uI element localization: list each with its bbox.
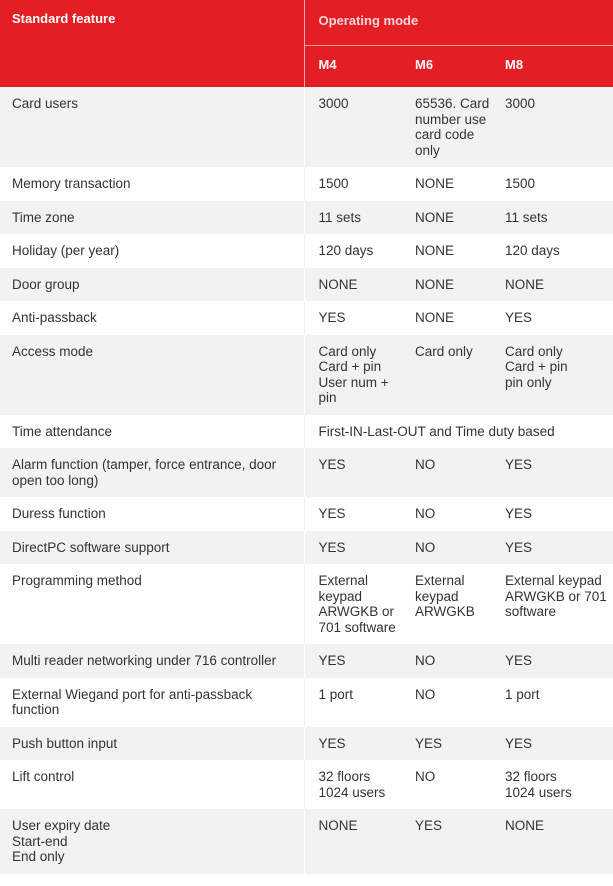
standard-feature-header: Standard feature xyxy=(0,0,304,87)
m8-value: 11 sets xyxy=(505,209,548,225)
m6-value: NO xyxy=(415,653,436,668)
m6-value: NO xyxy=(415,769,436,784)
feature-label: Door group xyxy=(0,268,304,302)
feature-label: Access mode xyxy=(0,335,304,415)
m4-value: YES xyxy=(318,735,346,751)
feature-label: Multi reader networking under 716 controller xyxy=(0,644,304,678)
feature-label: External Wiegand port for anti-passback function xyxy=(0,678,304,727)
feature-label: Programming method xyxy=(0,564,304,644)
table-row xyxy=(0,87,613,167)
m4-value: 3000 xyxy=(318,96,349,111)
m6-value: 65536. Card number use card code only xyxy=(415,96,490,158)
mode-m8-header: M8 xyxy=(498,46,613,88)
m8-value: YES xyxy=(505,539,533,555)
m4-value: 32 floors 1024 users xyxy=(318,769,386,800)
m4-value: Card only Card + pin User num + pin xyxy=(318,343,389,405)
m6-value: NONE xyxy=(415,276,455,292)
feature-label: Lift control xyxy=(0,760,304,809)
m6-value: NO xyxy=(415,686,436,702)
m4-value: 1500 xyxy=(318,176,349,191)
feature-label: DirectPC software support xyxy=(0,531,304,565)
m8-value: 120 days xyxy=(505,243,560,258)
m4-value: NONE xyxy=(318,818,358,833)
table-row xyxy=(0,234,613,268)
m8-value: YES xyxy=(505,506,533,521)
table-row xyxy=(0,167,613,201)
feature-label: User expiry date Start-end End only xyxy=(0,809,304,874)
operating-mode-header: Operating mode xyxy=(304,0,613,46)
table-row xyxy=(0,448,613,497)
m8-value: 3000 xyxy=(505,96,536,111)
table-row xyxy=(0,564,613,644)
m6-value: YES xyxy=(415,818,443,833)
m4-value: YES xyxy=(318,653,346,668)
header-row xyxy=(0,0,613,46)
feature-label: Card users xyxy=(0,87,304,167)
table-row xyxy=(0,809,613,874)
table-row xyxy=(0,678,613,727)
m8-value: NONE xyxy=(505,818,545,833)
m6-value: NONE xyxy=(415,176,455,191)
feature-label: Time attendance xyxy=(0,415,304,449)
table-row xyxy=(0,301,613,335)
m4-value: 11 sets xyxy=(318,209,362,225)
feature-label: Memory transaction xyxy=(0,167,304,201)
m4-value: External keypad ARWGKB or 701 software xyxy=(318,573,396,635)
mode-m4-header: M4 xyxy=(304,46,401,88)
m8-value: External keypad ARWGKB or 701 software xyxy=(505,573,607,619)
m4-value: YES xyxy=(318,539,346,555)
m4-value: 120 days xyxy=(318,243,374,258)
feature-label: Time zone xyxy=(0,201,304,235)
table-row xyxy=(0,268,613,302)
m6-value: External keypad ARWGKB xyxy=(415,573,475,619)
m6-value: NONE xyxy=(415,310,455,325)
m4-value: YES xyxy=(318,506,346,521)
merged-value: First-IN-Last-OUT and Time duty based xyxy=(318,423,555,439)
m6-value: NO xyxy=(415,457,436,472)
m6-value: NO xyxy=(415,506,436,521)
m4-value: YES xyxy=(318,457,346,472)
m8-value: 1 port xyxy=(505,686,540,702)
m6-value: NO xyxy=(415,539,436,555)
m8-value: 1500 xyxy=(505,176,536,191)
m8-value: Card only Card + pin pin only xyxy=(505,343,568,390)
table-row xyxy=(0,415,613,449)
table-row xyxy=(0,335,613,415)
table-row xyxy=(0,644,613,678)
m8-value: YES xyxy=(505,457,533,472)
m6-value: Card only xyxy=(415,343,473,359)
m4-value: YES xyxy=(318,310,346,325)
m6-value: NONE xyxy=(415,243,455,258)
m8-value: YES xyxy=(505,310,533,325)
feature-label: Anti-passback xyxy=(0,301,304,335)
m4-value: NONE xyxy=(318,276,358,292)
m4-value: 1 port xyxy=(318,686,354,702)
m8-value: YES xyxy=(505,735,533,751)
mode-m6-header: M6 xyxy=(401,46,498,88)
feature-label: Push button input xyxy=(0,727,304,761)
feature-label: Duress function xyxy=(0,497,304,531)
m8-value: NONE xyxy=(505,276,545,292)
m8-value: YES xyxy=(505,653,533,668)
table-row xyxy=(0,727,613,761)
feature-label: Holiday (per year) xyxy=(0,234,304,268)
m8-value: 32 floors 1024 users xyxy=(505,769,572,800)
table-row xyxy=(0,531,613,565)
table-row xyxy=(0,497,613,531)
table-row xyxy=(0,201,613,235)
m6-value: YES xyxy=(415,735,443,751)
m6-value: NONE xyxy=(415,209,455,225)
table-row xyxy=(0,760,613,809)
feature-label: Alarm function (tamper, force entrance, door open too long) xyxy=(0,448,304,497)
